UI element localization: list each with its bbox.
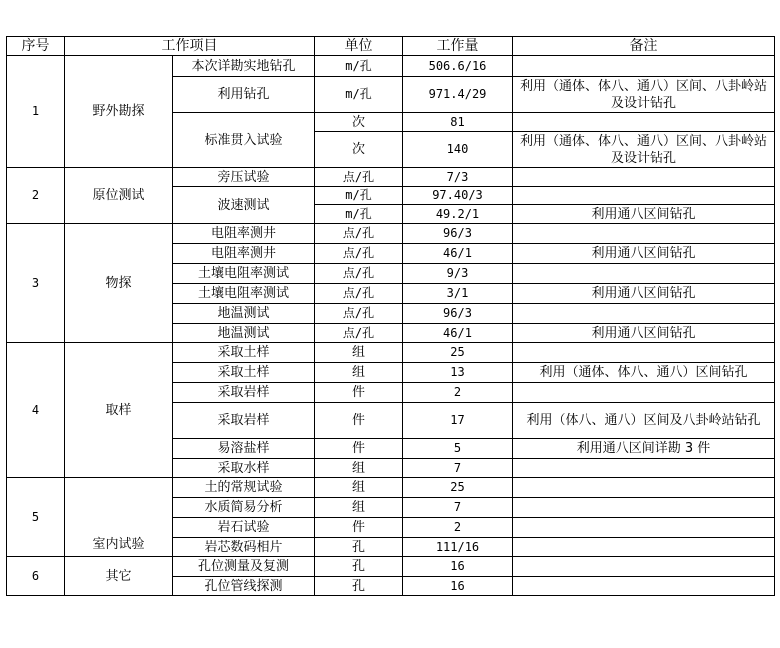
- unit-cell: 点/孔: [315, 244, 403, 264]
- qty-cell: 7: [403, 498, 513, 518]
- unit-cell: 孔: [315, 538, 403, 557]
- remark-cell: [513, 264, 775, 284]
- remark-cell: [513, 577, 775, 596]
- remark-cell: [513, 304, 775, 324]
- header-unit: 单位: [315, 37, 403, 56]
- header-seq: 序号: [7, 37, 65, 56]
- qty-cell: 46/1: [403, 324, 513, 343]
- unit-cell: 件: [315, 383, 403, 403]
- header-project: 工作项目: [65, 37, 315, 56]
- qty-cell: 506.6/16: [403, 56, 513, 77]
- remark-cell: 利用（通体、体八、通八）区间、八卦岭站及设计钻孔: [513, 77, 775, 113]
- unit-cell: 组: [315, 363, 403, 383]
- item-cell: 孔位测量及复测: [173, 557, 315, 577]
- seq-cell: 3: [7, 224, 65, 343]
- item-cell: 采取岩样: [173, 383, 315, 403]
- item-cell: 土壤电阻率测试: [173, 284, 315, 304]
- remark-cell: [513, 113, 775, 132]
- unit-cell: 次: [315, 132, 403, 168]
- category-cell: 其它: [65, 557, 173, 596]
- unit-cell: m/孔: [315, 77, 403, 113]
- unit-cell: 件: [315, 403, 403, 439]
- table-row: [7, 168, 775, 187]
- item-cell: 土的常规试验: [173, 478, 315, 498]
- category-cell: 野外勘探: [65, 56, 173, 168]
- unit-cell: 件: [315, 439, 403, 459]
- item-cell: 本次详勘实地钻孔: [173, 56, 315, 77]
- seq-cell: 5: [7, 478, 65, 557]
- seq-cell: 2: [7, 168, 65, 224]
- workload-table: [6, 36, 775, 596]
- header-row: [7, 37, 775, 56]
- category-cell: 取样: [65, 343, 173, 478]
- remark-cell: [513, 518, 775, 538]
- unit-cell: 点/孔: [315, 168, 403, 187]
- remark-cell: [513, 343, 775, 363]
- remark-cell: 利用通八区间钻孔: [513, 324, 775, 343]
- item-cell: 电阻率测井: [173, 244, 315, 264]
- unit-cell: 组: [315, 459, 403, 478]
- unit-cell: 组: [315, 478, 403, 498]
- table-row: [7, 557, 775, 577]
- qty-cell: 81: [403, 113, 513, 132]
- qty-cell: 96/3: [403, 304, 513, 324]
- item-cell: 采取岩样: [173, 403, 315, 439]
- item-cell: 标准贯入试验: [173, 113, 315, 168]
- remark-cell: [513, 56, 775, 77]
- qty-cell: 971.4/29: [403, 77, 513, 113]
- item-cell: 地温测试: [173, 324, 315, 343]
- table-row: [7, 343, 775, 363]
- remark-cell: [513, 383, 775, 403]
- remark-cell: [513, 478, 775, 498]
- table-row: [7, 224, 775, 244]
- qty-cell: 49.2/1: [403, 205, 513, 224]
- item-cell: 易溶盐样: [173, 439, 315, 459]
- unit-cell: 组: [315, 498, 403, 518]
- unit-cell: m/孔: [315, 205, 403, 224]
- item-cell: 采取土样: [173, 343, 315, 363]
- remark-cell: [513, 459, 775, 478]
- qty-cell: 2: [403, 518, 513, 538]
- category-cell: 原位测试: [65, 168, 173, 224]
- qty-cell: 9/3: [403, 264, 513, 284]
- category-cell: 物探: [65, 224, 173, 343]
- unit-cell: 点/孔: [315, 264, 403, 284]
- unit-cell: 点/孔: [315, 284, 403, 304]
- remark-cell: [513, 168, 775, 187]
- remark-cell: 利用（体八、通八）区间及八卦岭站钻孔: [513, 403, 775, 439]
- item-cell: 采取水样: [173, 459, 315, 478]
- qty-cell: 16: [403, 557, 513, 577]
- remark-cell: [513, 557, 775, 577]
- item-cell: 利用钻孔: [173, 77, 315, 113]
- remark-cell: 利用通八区间钻孔: [513, 284, 775, 304]
- item-cell: 水质简易分析: [173, 498, 315, 518]
- qty-cell: 2: [403, 383, 513, 403]
- item-cell: 采取土样: [173, 363, 315, 383]
- item-cell: 土壤电阻率测试: [173, 264, 315, 284]
- remark-cell: 利用（通体、体八、通八）区间钻孔: [513, 363, 775, 383]
- unit-cell: 点/孔: [315, 304, 403, 324]
- table-row: [7, 56, 775, 77]
- item-cell: 地温测试: [173, 304, 315, 324]
- remark-cell: 利用通八区间钻孔: [513, 205, 775, 224]
- unit-cell: 次: [315, 113, 403, 132]
- qty-cell: 140: [403, 132, 513, 168]
- item-cell: 电阻率测井: [173, 224, 315, 244]
- remark-cell: [513, 498, 775, 518]
- table-row: [7, 478, 775, 498]
- qty-cell: 25: [403, 343, 513, 363]
- remark-cell: 利用通八区间钻孔: [513, 244, 775, 264]
- unit-cell: 点/孔: [315, 224, 403, 244]
- item-cell: 岩石试验: [173, 518, 315, 538]
- qty-cell: 25: [403, 478, 513, 498]
- category-cell: 室内试验: [65, 478, 173, 557]
- qty-cell: 111/16: [403, 538, 513, 557]
- qty-cell: 3/1: [403, 284, 513, 304]
- qty-cell: 17: [403, 403, 513, 439]
- qty-cell: 13: [403, 363, 513, 383]
- remark-cell: 利用通八区间详勘 3 件: [513, 439, 775, 459]
- qty-cell: 46/1: [403, 244, 513, 264]
- remark-cell: [513, 224, 775, 244]
- qty-cell: 7/3: [403, 168, 513, 187]
- item-cell: 孔位管线探测: [173, 577, 315, 596]
- unit-cell: m/孔: [315, 56, 403, 77]
- unit-cell: m/孔: [315, 187, 403, 205]
- header-qty: 工作量: [403, 37, 513, 56]
- item-cell: 旁压试验: [173, 168, 315, 187]
- item-cell: 岩芯数码相片: [173, 538, 315, 557]
- remark-cell: [513, 538, 775, 557]
- seq-cell: 6: [7, 557, 65, 596]
- seq-cell: 4: [7, 343, 65, 478]
- unit-cell: 组: [315, 343, 403, 363]
- unit-cell: 点/孔: [315, 324, 403, 343]
- seq-cell: 1: [7, 56, 65, 168]
- qty-cell: 16: [403, 577, 513, 596]
- remark-cell: [513, 187, 775, 205]
- header-remark: 备注: [513, 37, 775, 56]
- qty-cell: 5: [403, 439, 513, 459]
- remark-cell: 利用（通体、体八、通八）区间、八卦岭站及设计钻孔: [513, 132, 775, 168]
- qty-cell: 97.40/3: [403, 187, 513, 205]
- unit-cell: 件: [315, 518, 403, 538]
- unit-cell: 孔: [315, 577, 403, 596]
- qty-cell: 7: [403, 459, 513, 478]
- item-cell: 波速测试: [173, 187, 315, 224]
- qty-cell: 96/3: [403, 224, 513, 244]
- unit-cell: 孔: [315, 557, 403, 577]
